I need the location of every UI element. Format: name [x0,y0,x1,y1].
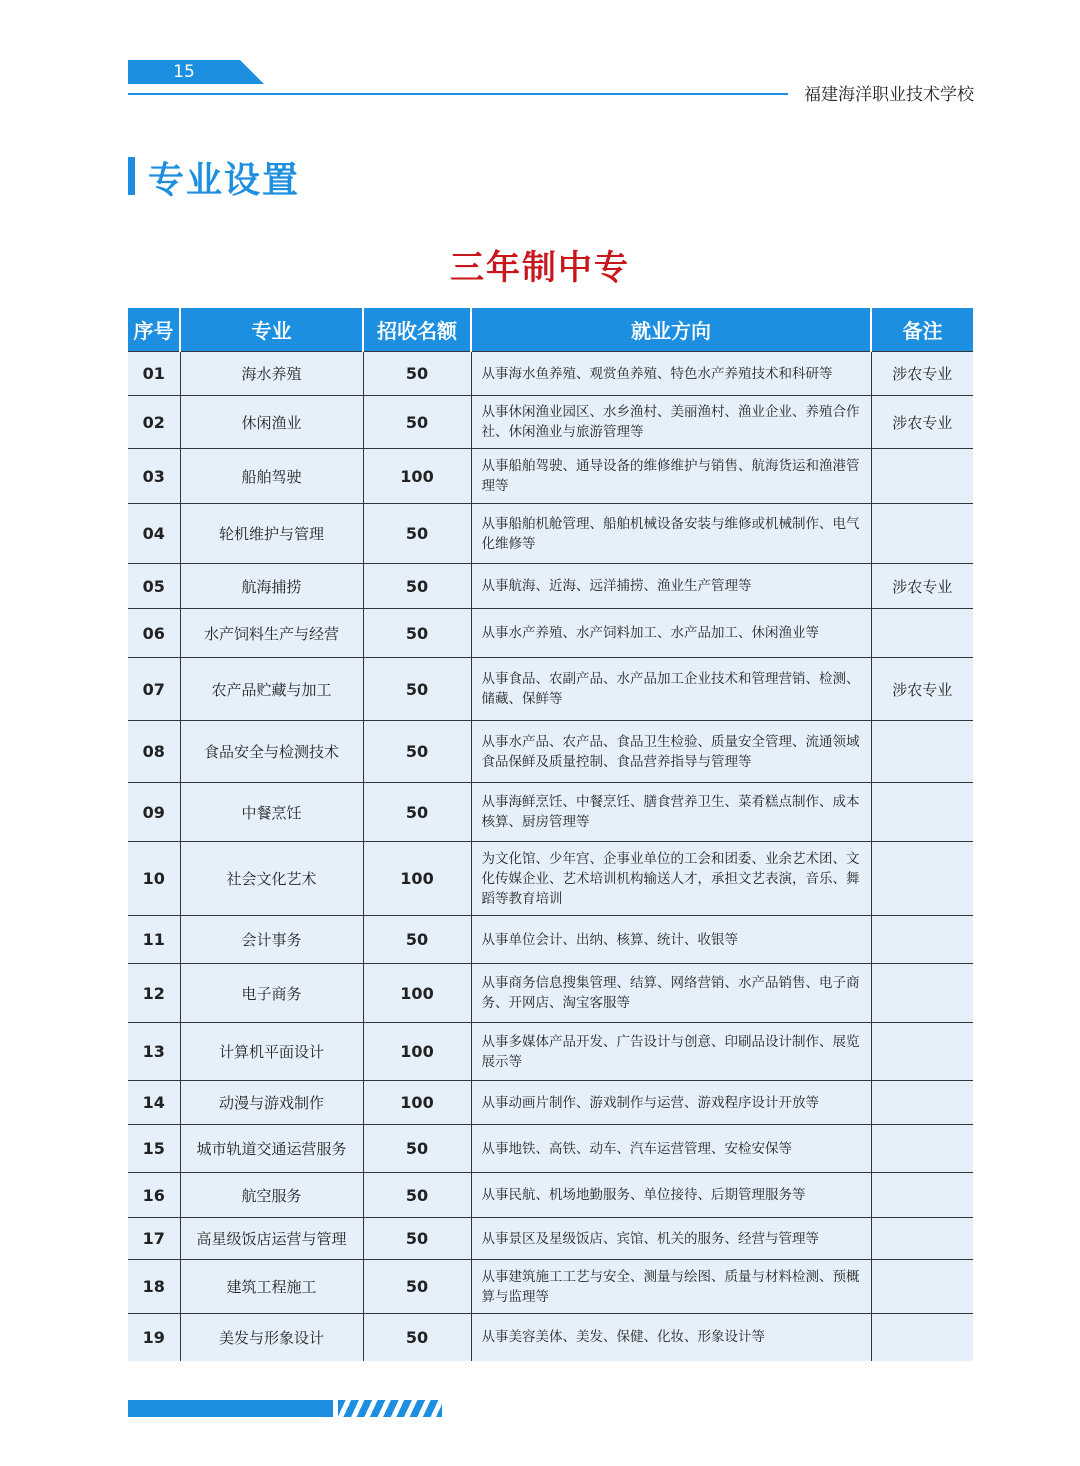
table-row [128,658,973,721]
table-row [128,1218,973,1260]
row-major: 会计事务 [180,916,363,964]
section-title-bar [128,157,135,195]
row-quota: 100 [363,1081,471,1125]
row-seq: 16 [128,1173,180,1218]
row-remark: 涉农专业 [871,564,973,609]
row-quota: 50 [363,396,471,449]
row-remark [871,1023,973,1081]
row-seq: 07 [128,658,180,721]
row-remark [871,504,973,564]
row-remark [871,1218,973,1260]
row-seq: 04 [128,504,180,564]
header-quota: 招收名额 [363,308,471,352]
row-seq: 10 [128,842,180,916]
table-row [128,1081,973,1125]
table-row [128,1314,973,1361]
row-major: 计算机平面设计 [180,1023,363,1081]
row-seq: 13 [128,1023,180,1081]
row-major: 中餐烹饪 [180,783,363,842]
row-quota: 50 [363,1173,471,1218]
row-seq: 12 [128,964,180,1023]
row-remark: 涉农专业 [871,396,973,449]
row-direction: 从事美容美体、美发、保健、化妆、形象设计等 [471,1314,871,1361]
row-quota: 50 [363,721,471,783]
row-remark [871,842,973,916]
table-row [128,721,973,783]
row-direction: 从事船舶驾驶、通导设备的维修维护与销售、航海货运和渔港管理等 [471,449,871,504]
table-row [128,352,973,396]
row-major: 城市轨道交通运营服务 [180,1125,363,1173]
row-remark [871,916,973,964]
row-quota: 50 [363,1314,471,1361]
row-quota: 50 [363,1125,471,1173]
row-quota: 100 [363,1023,471,1081]
row-direction: 从事船舶机舱管理、船舶机械设备安装与维修或机械制作、电气化维修等 [471,504,871,564]
table-row [128,1023,973,1081]
table-row [128,964,973,1023]
row-direction: 从事休闲渔业园区、水乡渔村、美丽渔村、渔业企业、养殖合作社、休闲渔业与旅游管理等 [471,396,871,449]
row-remark: 涉农专业 [871,352,973,396]
row-major: 轮机维护与管理 [180,504,363,564]
table-row [128,564,973,609]
header-remark: 备注 [871,308,973,352]
row-direction: 从事民航、机场地勤服务、单位接待、后期管理服务等 [471,1173,871,1218]
row-direction: 从事多媒体产品开发、广告设计与创意、印刷品设计制作、展览展示等 [471,1023,871,1081]
row-remark [871,783,973,842]
row-seq: 18 [128,1260,180,1314]
row-direction: 从事航海、近海、远洋捕捞、渔业生产管理等 [471,564,871,609]
row-seq: 11 [128,916,180,964]
row-seq: 19 [128,1314,180,1361]
row-quota: 50 [363,1218,471,1260]
row-quota: 50 [363,352,471,396]
row-remark [871,449,973,504]
table-row [128,916,973,964]
row-seq: 15 [128,1125,180,1173]
row-remark [871,1314,973,1361]
row-direction: 为文化馆、少年宫、企事业单位的工会和团委、业余艺术团、文化传媒企业、艺术培训机构输送人才，承担文艺表演，音乐、舞蹈等教育培训 [471,842,871,916]
row-seq: 08 [128,721,180,783]
row-major: 航空服务 [180,1173,363,1218]
table-header-row [128,308,973,352]
row-direction: 从事单位会计、出纳、核算、统计、收银等 [471,916,871,964]
table-row [128,396,973,449]
header-major: 专业 [180,308,363,352]
header-seq: 序号 [128,308,180,352]
row-direction: 从事食品、农副产品、水产品加工企业技术和管理营销、检测、储藏、保鲜等 [471,658,871,721]
row-major: 电子商务 [180,964,363,1023]
row-seq: 05 [128,564,180,609]
row-major: 船舶驾驶 [180,449,363,504]
header-divider [128,93,788,95]
row-seq: 14 [128,1081,180,1125]
row-direction: 从事水产养殖、水产饲料加工、水产品加工、休闲渔业等 [471,609,871,658]
row-seq: 02 [128,396,180,449]
row-remark [871,721,973,783]
row-major: 航海捕捞 [180,564,363,609]
table-row [128,609,973,658]
row-major: 农产品贮藏与加工 [180,658,363,721]
row-direction: 从事地铁、高铁、动车、汽车运营管理、安检安保等 [471,1125,871,1173]
row-major: 高星级饭店运营与管理 [180,1218,363,1260]
header-direction: 就业方向 [471,308,871,352]
row-direction: 从事商务信息搜集管理、结算、网络营销、水产品销售、电子商务、开网店、淘宝客服等 [471,964,871,1023]
row-remark [871,1081,973,1125]
school-name: 福建海洋职业技术学校 [804,85,974,105]
row-direction: 从事景区及星级饭店、宾馆、机关的服务、经营与管理等 [471,1218,871,1260]
row-quota: 50 [363,504,471,564]
row-seq: 06 [128,609,180,658]
row-major: 美发与形象设计 [180,1314,363,1361]
row-quota: 50 [363,1260,471,1314]
row-major: 建筑工程施工 [180,1260,363,1314]
table-row [128,1125,973,1173]
row-remark [871,609,973,658]
table-row [128,783,973,842]
footer-stripes [338,1400,442,1417]
row-quota: 50 [363,564,471,609]
section-title: 专业设置 [148,160,301,201]
page-number: 15 [173,62,195,82]
row-direction: 从事海水鱼养殖、观赏鱼养殖、特色水产养殖技术和科研等 [471,352,871,396]
table-row [128,504,973,564]
row-quota: 100 [363,964,471,1023]
table-row [128,1173,973,1218]
row-major: 社会文化艺术 [180,842,363,916]
table-row [128,1260,973,1314]
table-row [128,449,973,504]
row-seq: 17 [128,1218,180,1260]
row-major: 海水养殖 [180,352,363,396]
row-quota: 100 [363,449,471,504]
row-quota: 100 [363,842,471,916]
row-remark [871,964,973,1023]
row-major: 水产饲料生产与经营 [180,609,363,658]
row-major: 休闲渔业 [180,396,363,449]
row-remark: 涉农专业 [871,658,973,721]
program-title: 三年制中专 [450,248,630,288]
row-major: 食品安全与检测技术 [180,721,363,783]
row-direction: 从事动画片制作、游戏制作与运营、游戏程序设计开放等 [471,1081,871,1125]
majors-table [128,308,973,1361]
table-row [128,842,973,916]
row-major: 动漫与游戏制作 [180,1081,363,1125]
row-seq: 09 [128,783,180,842]
row-quota: 50 [363,916,471,964]
row-direction: 从事建筑施工工艺与安全、测量与绘图、质量与材料检测、预概算与监理等 [471,1260,871,1314]
row-remark [871,1173,973,1218]
row-seq: 03 [128,449,180,504]
row-direction: 从事海鲜烹饪、中餐烹饪、膳食营养卫生、菜肴糕点制作、成本核算、厨房管理等 [471,783,871,842]
row-quota: 50 [363,609,471,658]
row-direction: 从事水产品、农产品、食品卫生检验、质量安全管理、流通领域食品保鲜及质量控制、食品营养指导与管理等 [471,721,871,783]
row-quota: 50 [363,783,471,842]
row-remark [871,1125,973,1173]
footer-bar [128,1400,333,1417]
row-remark [871,1260,973,1314]
row-quota: 50 [363,658,471,721]
row-seq: 01 [128,352,180,396]
